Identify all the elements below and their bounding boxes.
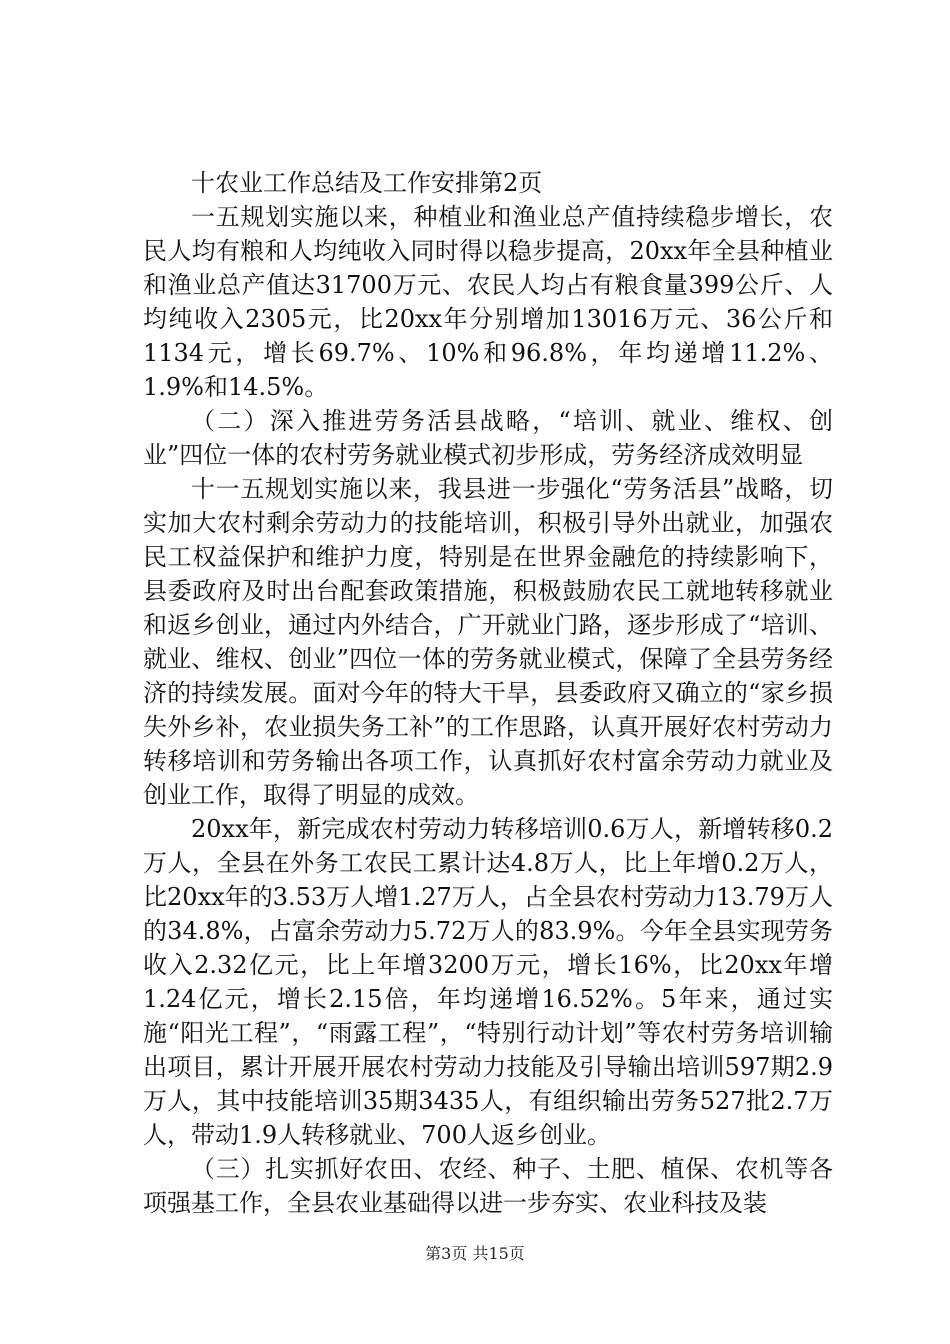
paragraph-plan-results: 一五规划实施以来，种植业和渔业总产值持续稳步增长，农民人均有粮和人均纯收入同时得以稳步提高，20xx年全县种植业和渔业总产值达31700万元、农民人均占有粮食量399公斤、人均纯收入2305元，比20xx年分别增加13016万元、36公斤和1134元，增长69.7%、10%和96.8%，年均递增11.2%、1.9%和14.5%。 (143, 203, 833, 401)
section-heading-labor-strategy: （二）深入推进劳务活县战略，“培训、就业、维权、创业”四位一体的农村劳务就业模式初步形成，劳务经济成效明显 (143, 407, 833, 469)
paragraph-page-continuation: 十农业工作总结及工作安排第2页 (191, 169, 543, 197)
section-heading-agri-foundation: （三）扎实抓好农田、农经、种子、土肥、植保、农机等各项强基工作，全县农业基础得以进一步夯实、农业科技及装 (143, 1155, 833, 1217)
paragraph-labor-strategy: 十一五规划实施以来，我县进一步强化“劳务活县”战略，切实加大农村剩余劳动力的技能培训，积极引导外出就业，加强农民工权益保护和维护力度，特别是在世界金融危的持续影响下，县委政府及时出台配套政策措施，积极鼓励农民工就地转移就业和返乡创业，通过内外结合，广开就业门路，逐步形成了“培训、就业、维权、创业”四位一体的劳务就业模式，保障了全县劳务经济的持续发展。面对今年的特大干旱，县委政府又确立的“家乡损失外乡补，农业损失务工补”的工作思路，认真开展好农村劳动力转移培训和劳务输出各项工作，认真抓好农村富余劳动力就业及创业工作，取得了明显的成效。 (143, 475, 833, 809)
document-body (143, 166, 833, 1220)
page-footer: 第3页 共15页 (425, 1244, 525, 1263)
paragraph-labor-statistics: 20xx年，新完成农村劳动力转移培训0.6万人，新增转移0.2万人，全县在外务工农民工累计达4.8万人，比上年增0.2万人，比20xx年的3.53万人增1.27万人，占全县农村劳动力13.79万人的34.8%，占富余劳动力5.72万人的83.9%。今年全县实现劳务收入2.32亿元，比上年增3200万元，增长16%，比20xx年增1.24亿元，增长2.15倍，年均递增16.52%。5年来，通过实施“阳光工程”，“雨露工程”，“特别行动计划”等农村劳务培训输出项目，累计开展开展农村劳动力技能及引导输出培训597期2.9万人，其中技能培训35期3435人，有组织输出劳务527批2.7万人，带动1.9人转移就业、700人返乡创业。 (143, 815, 833, 1149)
